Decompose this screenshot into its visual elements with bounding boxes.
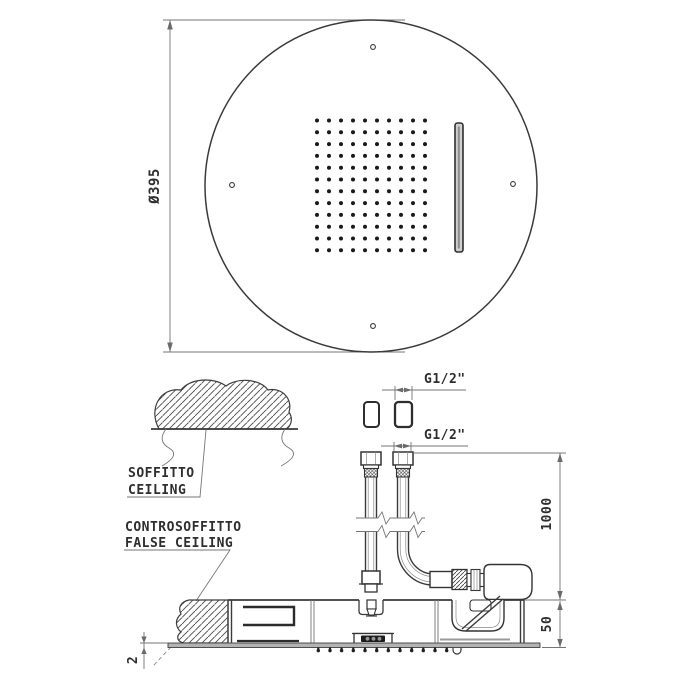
false-ceiling-callout <box>124 520 242 601</box>
ceiling-section <box>151 380 298 466</box>
ceiling-label-it: SOFFITTO <box>128 466 195 481</box>
break-line-right <box>281 429 294 466</box>
false-ceiling-section <box>153 600 228 666</box>
hose-right <box>393 452 434 585</box>
break-line-left <box>162 429 174 466</box>
flex-hoses <box>356 452 434 592</box>
break-edge <box>153 647 171 666</box>
face-plate <box>168 643 540 648</box>
dim-plate-thickness-label: 2 <box>126 655 141 665</box>
dim-plate-thickness <box>126 632 168 669</box>
waterfall-slot <box>455 123 463 252</box>
dim-hose-length-label: 1000 <box>540 497 555 531</box>
ceiling-hatched-blob <box>155 380 291 429</box>
light-module <box>352 634 394 644</box>
mount-holes <box>230 45 516 329</box>
dim-arrow-up <box>167 20 173 30</box>
elbow-body <box>484 565 532 600</box>
dim-arrow-down <box>167 343 173 353</box>
top-view-plan <box>147 20 537 352</box>
hose-left <box>359 452 383 592</box>
diameter-dimension <box>147 20 405 352</box>
section-view <box>124 372 566 669</box>
diameter-label: Ø395 <box>147 168 163 204</box>
shower-body-section <box>228 596 524 644</box>
ceiling-label-en: CEILING <box>128 483 187 498</box>
spray-nozzle-grid <box>315 119 427 253</box>
dim-recess-depth <box>540 601 566 648</box>
false-ceiling-leader <box>124 550 230 601</box>
waterfall-outlet-lip <box>453 648 461 655</box>
dim-connection-hose <box>381 428 468 451</box>
false-ceiling-label-en: FALSE CEILING <box>125 536 234 551</box>
false-ceiling-label-it: CONTROSOFFITTO <box>125 520 242 535</box>
dim-connection-top <box>382 372 466 400</box>
shower-plate-outline <box>205 20 537 352</box>
waterfall-channel <box>243 607 294 625</box>
hose-break-upper <box>356 512 425 524</box>
dim-connection-top-label: G1/2" <box>424 372 466 387</box>
elbow-fitting <box>430 565 532 600</box>
ceiling-callout <box>127 430 206 498</box>
dim-connection-hose-label: G1/2" <box>424 428 466 443</box>
hose-break-lower <box>356 526 425 538</box>
connection-plan-squares <box>364 402 412 427</box>
dim-recess-depth-label: 50 <box>540 615 555 633</box>
spray-nozzle-row <box>317 648 449 653</box>
